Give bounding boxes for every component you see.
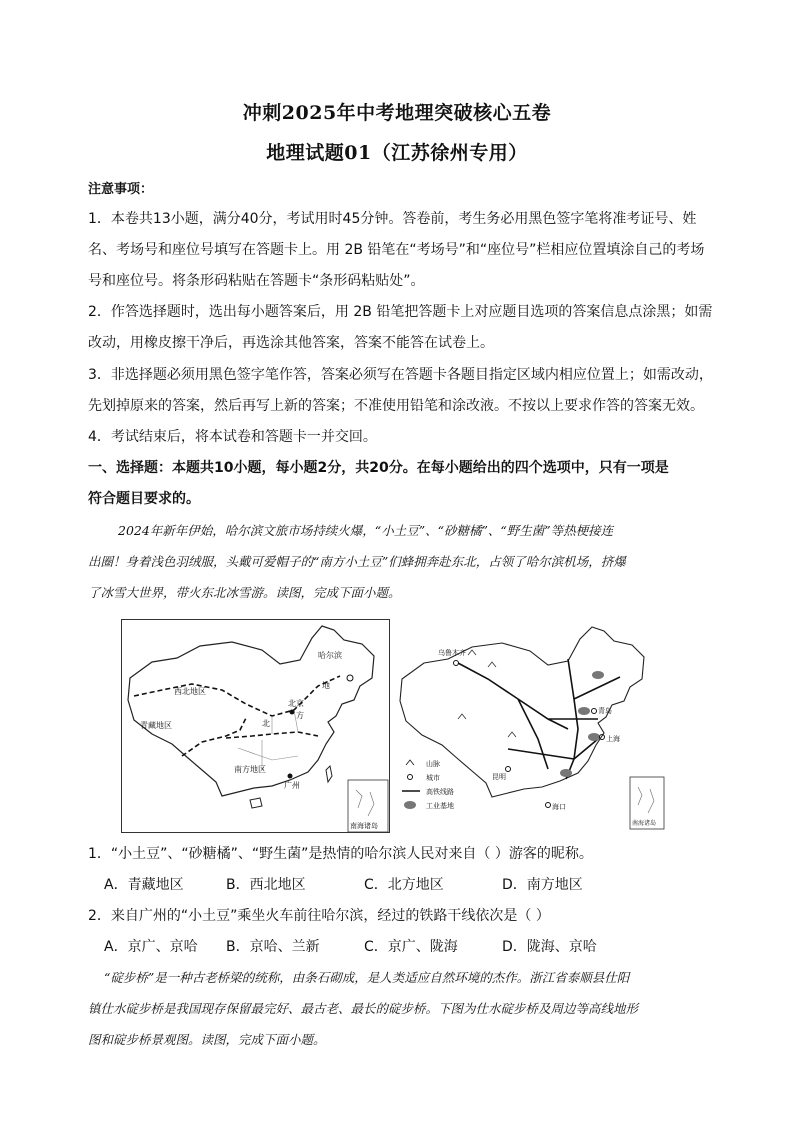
beijing-point (290, 710, 295, 715)
notice-heading: 注意事项： (88, 182, 154, 197)
beijing-label: 北京 (288, 699, 304, 708)
notice-line: 4．考试结束后，将本试卷和答题卡一并交回。 (88, 429, 377, 445)
map-legend (402, 759, 454, 810)
haikou-label: 海口 (552, 803, 566, 811)
passage2-line: “碇步桥”是一种古老桥梁的统称，由条石砌成，是人类适应自然环境的杰作。浙江省泰顺县仕阳 (104, 970, 630, 985)
passage2-line: 镇仕水碇步桥是我国现存保留最完好、最古老、最长的碇步桥。下图为仕水碇步桥及周边等高线地形 (88, 1001, 639, 1016)
regional-map-svg (122, 620, 389, 832)
legend-industry-icon (404, 801, 416, 809)
section-heading-cont: 符合题目要求的。 (88, 491, 200, 507)
kunming-point (506, 767, 511, 772)
exam-subtitle: 地理试题01（江苏徐州专用） (266, 142, 528, 164)
passage2-line: 图和碇步桥景观图。读图，完成下面小题。 (88, 1032, 326, 1047)
railway-map (398, 619, 666, 831)
taiwan-outline (326, 766, 332, 782)
industry-base (592, 671, 604, 679)
q2-option-d[interactable]: D．陇海、京哈 (502, 939, 597, 955)
northwest-label: 西北地区 (174, 687, 206, 696)
fang-label: 方 (296, 711, 304, 720)
q2-option-b[interactable]: B．京哈、兰新 (226, 939, 320, 955)
guangzhou-label: 广州 (284, 781, 300, 790)
notice-line: 2．作答选择题时，选出每小题答案后，用 2B 铅笔把答题卡上对应题目选项的答案信息点涂黑；如需 (88, 304, 713, 320)
kunming-label: 昆明 (492, 773, 506, 781)
industry-base (560, 769, 572, 777)
notice-line: 名、考场号和座位号填写在答题卡上。用 2B 铅笔在“考场号”和“座位号”栏相应位置填涂自己的考场 (88, 242, 705, 258)
guangzhou-point (288, 774, 293, 779)
railway-map-svg (398, 619, 666, 831)
section-heading: 一、选择题：本题共10小题，每小题2分，共20分。在每小题给出的四个选项中，只有一项是 (88, 460, 669, 476)
passage-line: 了冰雪大世界，带火东北冰雪游。读图，完成下面小题。 (88, 585, 401, 600)
hainan-outline (250, 798, 262, 808)
qingdao-point (592, 709, 597, 714)
industry-base (578, 707, 590, 715)
industry-base (588, 733, 600, 741)
passage-line: 2024年新年伊始，哈尔滨文旅市场持续火爆，“小土豆”、“砂糖橘”、“野生菌”等热梗接连 (118, 523, 614, 538)
urumqi-point (454, 661, 459, 666)
inset-label: 南海诸岛 (350, 822, 378, 830)
q1-option-d[interactable]: D．南方地区 (502, 877, 583, 893)
northwest-boundary (134, 676, 340, 716)
question-2-stem: 2．来自广州的“小土豆”乘坐火车前往哈尔滨，经过的铁路干线依次是（ ） (88, 908, 550, 924)
exam-title: 冲刺2025年中考地理突破核心五卷 (242, 102, 552, 124)
haikou-point (546, 803, 551, 808)
inset-label-2: 南海诸岛 (632, 820, 657, 827)
q2-option-c[interactable]: C．京广、陇海 (364, 939, 458, 955)
passage-line: 出圈！身着浅色羽绒服，头戴可爱帽子的“南方小土豆”们蜂拥奔赴东北，占领了哈尔滨机场，挤爆 (88, 554, 626, 569)
urumqi-label: 乌鲁木齐 (438, 649, 466, 657)
legend-mountain: 山脉 (426, 760, 440, 768)
harbin-point (347, 675, 353, 681)
notice-line: 1．本卷共13小题，满分40分，考试用时45分钟。答卷前，考生务必用黑色签字笔将准考证号、姓 (88, 211, 697, 227)
mountain-marks (458, 650, 516, 737)
qingdao-label: 青岛 (598, 707, 612, 715)
notice-line: 先划掉原来的答案，然后再写上新的答案；不准使用铅笔和涂改液。不按以上要求作答的答案无效。 (88, 398, 704, 414)
legend-city: 城市 (426, 774, 440, 782)
south-label: 南方地区 (234, 765, 266, 774)
legend-industry: 工业基地 (426, 802, 454, 810)
legend-railway: 高铁线路 (426, 788, 454, 796)
qingzang-label: 青藏地区 (140, 721, 172, 730)
legend-mountain-icon (406, 760, 414, 765)
q1-option-a[interactable]: A．青藏地区 (104, 877, 184, 893)
q2-option-a[interactable]: A．京广、京哈 (104, 939, 198, 955)
shanghai-label: 上海 (606, 735, 620, 743)
harbin-label: 哈尔滨 (318, 651, 342, 660)
notice-line: 号和座位号。将条形码粘贴在答题卡“条形码粘贴处”。 (88, 273, 425, 289)
regional-map (121, 619, 390, 833)
q1-option-b[interactable]: B．西北地区 (226, 877, 306, 893)
q1-option-c[interactable]: C．北方地区 (364, 877, 444, 893)
notice-line: 3．非选择题必须用黑色签字笔作答，答案必须写在答题卡各题目指定区域内相应位置上；如需改动， (88, 367, 713, 383)
notice-line: 改动，用橡皮擦干净后，再选涂其他答案，答案不能答在试卷上。 (88, 335, 494, 351)
di-label: 地 (322, 681, 330, 690)
question-1-stem: 1．“小土豆”、“砂糖橘”、“野生菌”是热情的哈尔滨人民对来自（ ）游客的昵称。 (88, 846, 593, 862)
bei-label: 北 (262, 719, 270, 728)
legend-city-icon (408, 775, 413, 780)
